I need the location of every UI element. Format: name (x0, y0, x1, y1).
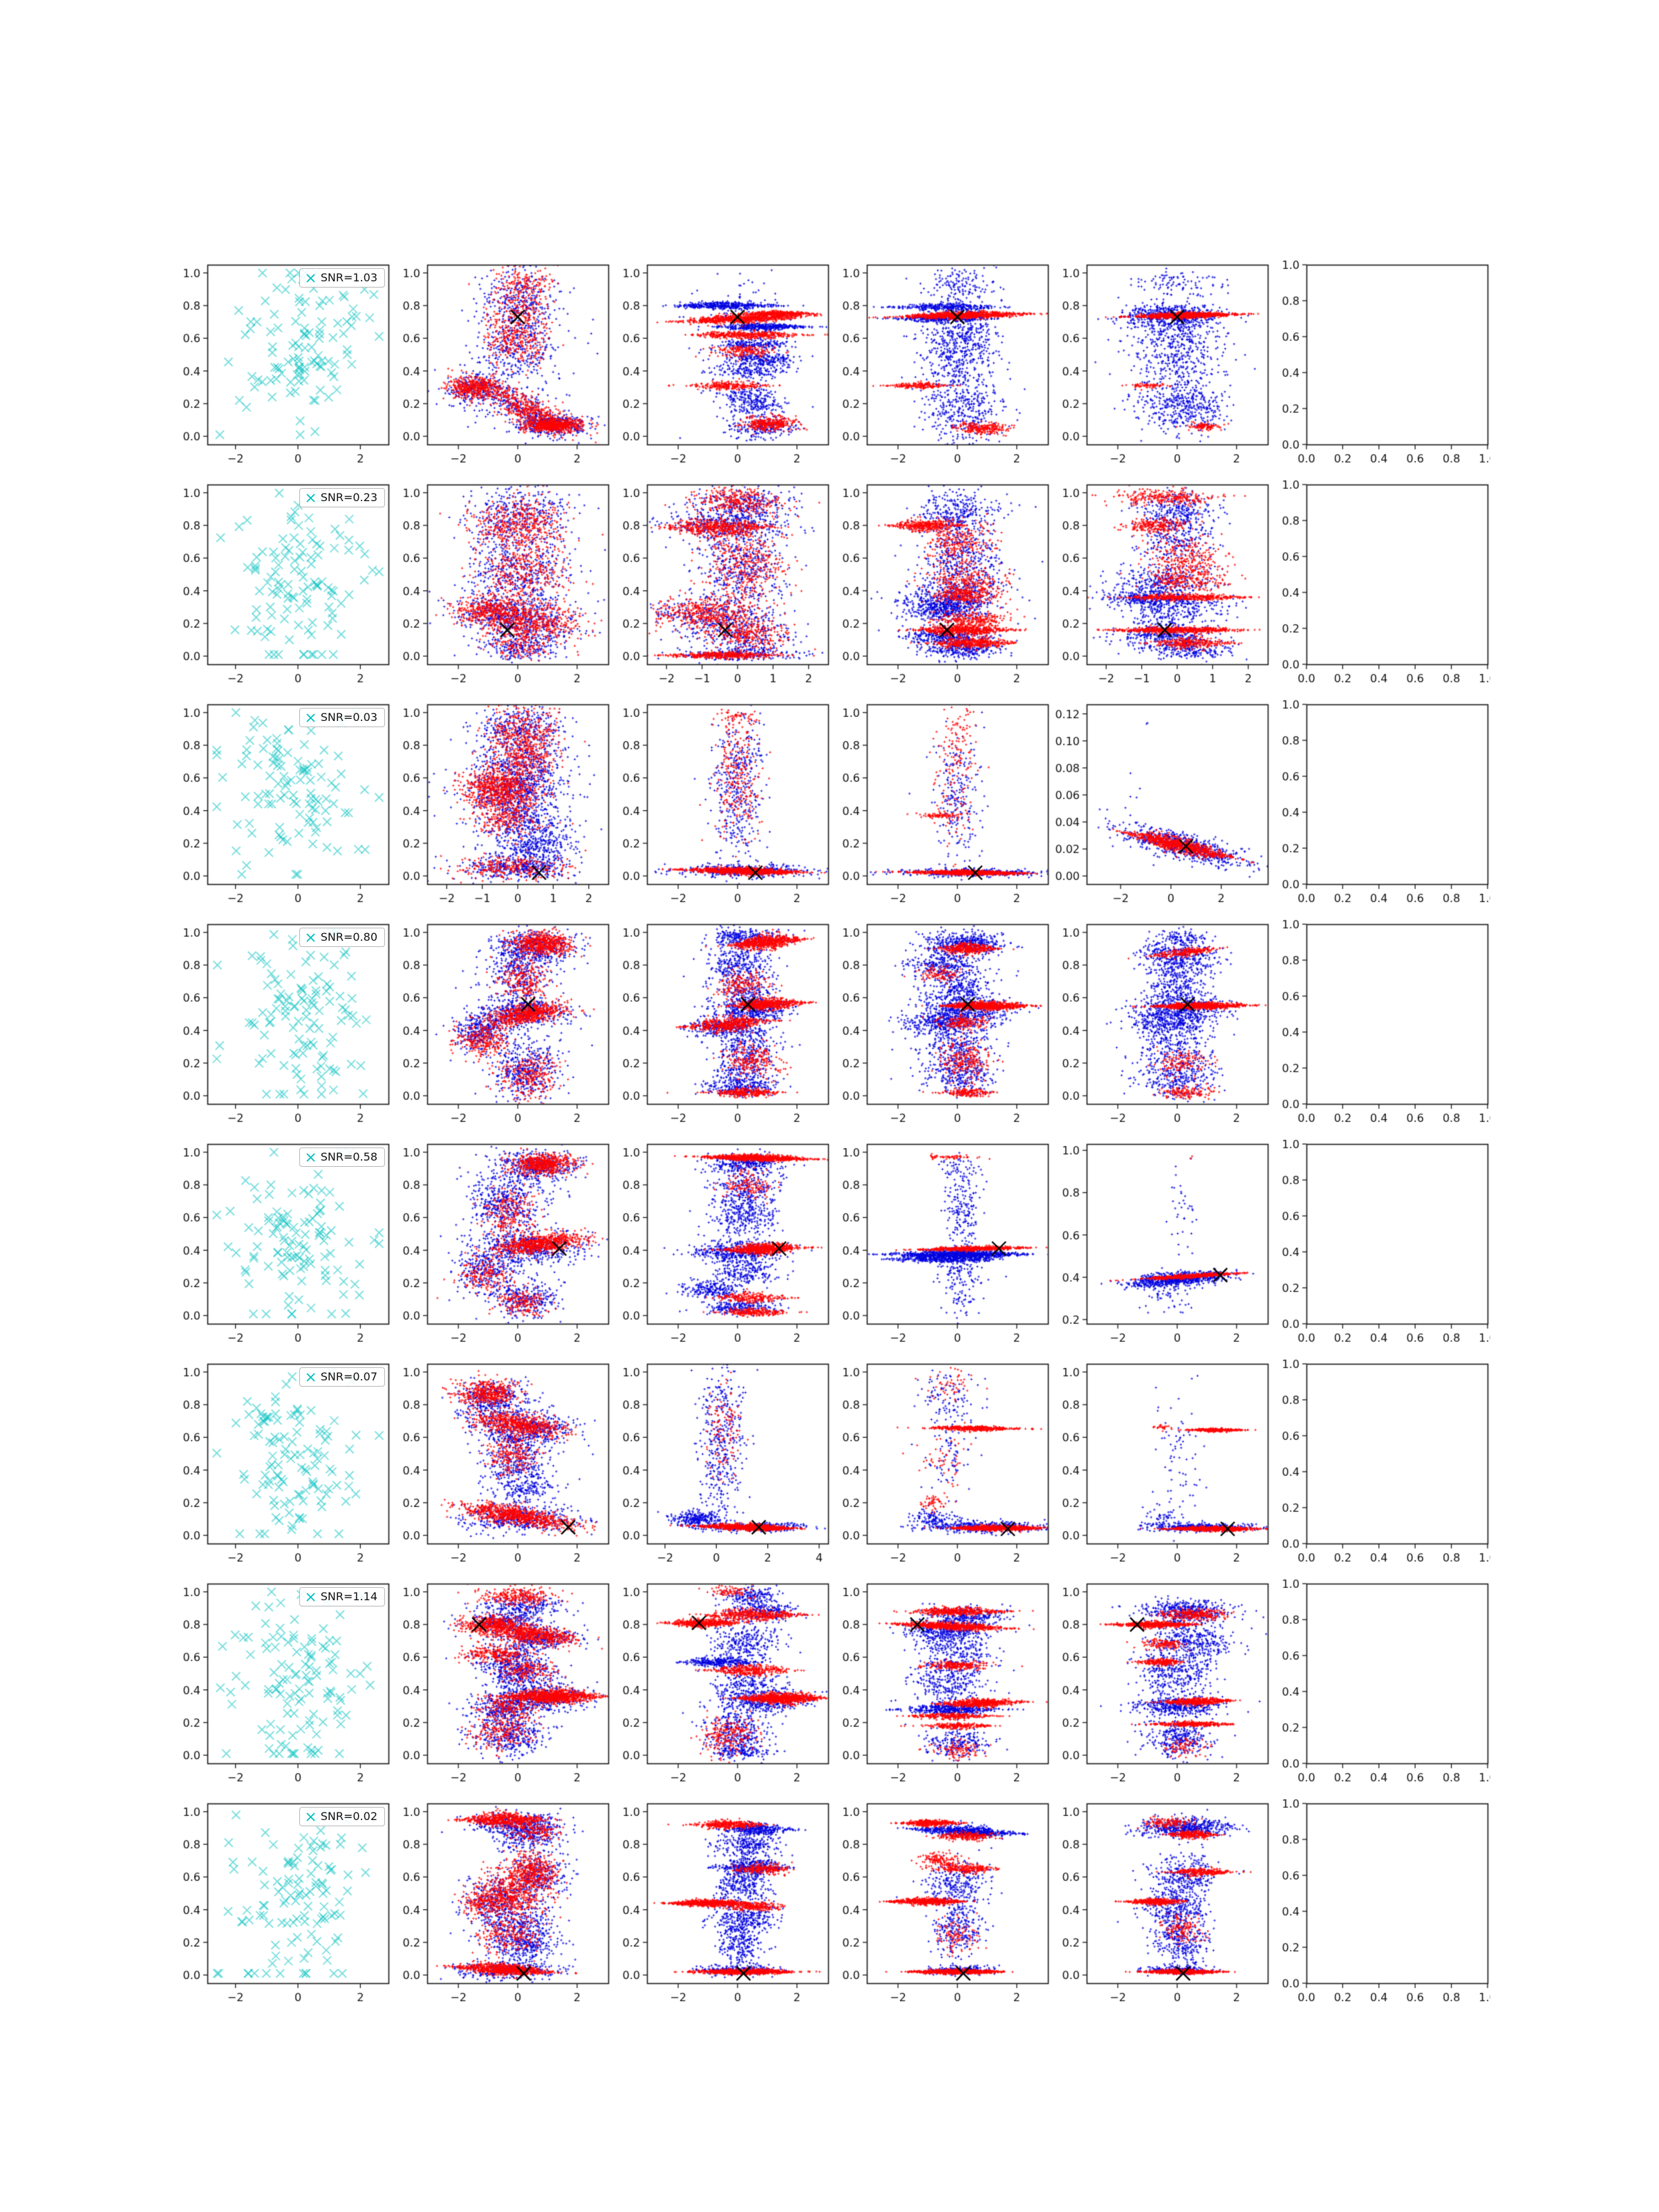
scatter-canvas-r6-c6 (1271, 1357, 1490, 1577)
subplot-r4-c2 (391, 917, 611, 1137)
scatter-canvas-r2-c1 (171, 478, 391, 697)
scatter-canvas-r6-c3 (611, 1357, 831, 1577)
subplot-r4-c5 (1051, 917, 1271, 1137)
subplot-r6-c6 (1271, 1357, 1490, 1577)
subplot-r3-c3 (611, 697, 831, 917)
subplot-r5-c2 (391, 1137, 611, 1357)
scatter-canvas-r1-c5 (1051, 258, 1271, 478)
scatter-canvas-r2-c3 (611, 478, 831, 697)
scatter-canvas-r4-c3 (611, 917, 831, 1137)
subplot-r6-c4 (831, 1357, 1051, 1577)
subplot-r8-c3 (611, 1797, 831, 2016)
subplot-r8-c4 (831, 1797, 1051, 2016)
teal-x-marker-icon (306, 932, 316, 943)
subplot-r4-c6 (1271, 917, 1490, 1137)
scatter-canvas-r2-c5 (1051, 478, 1271, 697)
snr-legend (299, 1367, 385, 1387)
snr-legend (299, 268, 385, 288)
scatter-canvas-r8-c1 (171, 1797, 391, 2016)
snr-legend (299, 488, 385, 507)
subplot-r1-c4 (831, 258, 1051, 478)
subplot-r5-c4 (831, 1137, 1051, 1357)
scatter-canvas-r7-c2 (391, 1577, 611, 1797)
subplot-r2-c4 (831, 478, 1051, 697)
scatter-canvas-r7-c6 (1271, 1577, 1490, 1797)
scatter-canvas-r5-c3 (611, 1137, 831, 1357)
subplot-r1-c1 (171, 258, 391, 478)
teal-x-marker-icon (306, 493, 316, 503)
subplot-r6-c5 (1051, 1357, 1271, 1577)
subplot-r8-c5 (1051, 1797, 1271, 2016)
subplot-r7-c1 (171, 1577, 391, 1797)
scatter-canvas-r5-c1 (171, 1137, 391, 1357)
subplot-r6-c1 (171, 1357, 391, 1577)
scatter-canvas-r1-c2 (391, 258, 611, 478)
teal-x-marker-icon (306, 1592, 316, 1602)
scatter-canvas-r5-c6 (1271, 1137, 1490, 1357)
subplot-r7-c5 (1051, 1577, 1271, 1797)
snr-legend (299, 1587, 385, 1606)
scatter-canvas-r4-c2 (391, 917, 611, 1137)
subplot-r3-c2 (391, 697, 611, 917)
subplot-r2-c1 (171, 478, 391, 697)
scatter-canvas-r6-c4 (831, 1357, 1051, 1577)
subplot-r1-c3 (611, 258, 831, 478)
teal-x-marker-icon (306, 273, 316, 283)
snr-legend (299, 708, 385, 727)
scatter-canvas-r3-c2 (391, 697, 611, 917)
scatter-canvas-r8-c6 (1271, 1797, 1490, 2016)
snr-legend-label: SNR=1.14 (320, 1590, 377, 1603)
teal-x-marker-icon (306, 1812, 316, 1822)
scatter-canvas-r7-c4 (831, 1577, 1051, 1797)
scatter-canvas-r8-c4 (831, 1797, 1051, 2016)
subplot-r3-c6 (1271, 697, 1490, 917)
scatter-canvas-r1-c3 (611, 258, 831, 478)
scatter-canvas-r4-c6 (1271, 917, 1490, 1137)
subplot-r7-c2 (391, 1577, 611, 1797)
subplot-r7-c3 (611, 1577, 831, 1797)
subplot-r4-c1 (171, 917, 391, 1137)
subplot-r5-c1 (171, 1137, 391, 1357)
snr-legend-label: SNR=0.23 (320, 491, 377, 504)
snr-legend-label: SNR=0.58 (320, 1150, 377, 1163)
scatter-canvas-r7-c1 (171, 1577, 391, 1797)
scatter-canvas-r7-c5 (1051, 1577, 1271, 1797)
subplot-r1-c2 (391, 258, 611, 478)
scatter-canvas-r8-c5 (1051, 1797, 1271, 2016)
scatter-canvas-r4-c4 (831, 917, 1051, 1137)
scatter-canvas-r5-c4 (831, 1137, 1051, 1357)
scatter-canvas-r6-c2 (391, 1357, 611, 1577)
scatter-canvas-r3-c3 (611, 697, 831, 917)
subplot-r4-c3 (611, 917, 831, 1137)
scatter-canvas-r2-c4 (831, 478, 1051, 697)
snr-legend (299, 928, 385, 947)
subplot-r6-c2 (391, 1357, 611, 1577)
scatter-canvas-r8-c2 (391, 1797, 611, 2016)
subplot-r6-c3 (611, 1357, 831, 1577)
subplot-r5-c6 (1271, 1137, 1490, 1357)
scatter-canvas-r5-c5 (1051, 1137, 1271, 1357)
subplot-r2-c2 (391, 478, 611, 697)
scatter-canvas-r3-c1 (171, 697, 391, 917)
subplot-r7-c6 (1271, 1577, 1490, 1797)
subplot-r5-c3 (611, 1137, 831, 1357)
subplot-r2-c5 (1051, 478, 1271, 697)
scatter-canvas-r2-c6 (1271, 478, 1490, 697)
snr-legend-label: SNR=0.03 (320, 711, 377, 724)
subplot-r8-c1 (171, 1797, 391, 2016)
snr-legend-label: SNR=0.02 (320, 1810, 377, 1823)
scatter-canvas-r4-c5 (1051, 917, 1271, 1137)
subplot-r3-c4 (831, 697, 1051, 917)
subplot-r1-c6 (1271, 258, 1490, 478)
teal-x-marker-icon (306, 713, 316, 723)
subplot-r5-c5 (1051, 1137, 1271, 1357)
subplot-r3-c1 (171, 697, 391, 917)
scatter-canvas-r1-c6 (1271, 258, 1490, 478)
scatter-canvas-r4-c1 (171, 917, 391, 1137)
snr-legend (299, 1147, 385, 1167)
scatter-canvas-r8-c3 (611, 1797, 831, 2016)
scatter-canvas-r3-c4 (831, 697, 1051, 917)
snr-legend (299, 1807, 385, 1826)
subplot-r3-c5 (1051, 697, 1271, 917)
subplot-r8-c2 (391, 1797, 611, 2016)
scatter-canvas-r5-c2 (391, 1137, 611, 1357)
subplot-r7-c4 (831, 1577, 1051, 1797)
snr-legend-label: SNR=0.80 (320, 930, 377, 944)
snr-legend-label: SNR=1.03 (320, 271, 377, 284)
teal-x-marker-icon (306, 1372, 316, 1382)
scatter-canvas-r1-c4 (831, 258, 1051, 478)
subplot-r8-c6 (1271, 1797, 1490, 2016)
scatter-canvas-r3-c6 (1271, 697, 1490, 917)
scatter-canvas-r7-c3 (611, 1577, 831, 1797)
scatter-canvas-r1-c1 (171, 258, 391, 478)
scatter-canvas-r2-c2 (391, 478, 611, 697)
teal-x-marker-icon (306, 1152, 316, 1163)
snr-legend-label: SNR=0.07 (320, 1370, 377, 1383)
subplot-r4-c4 (831, 917, 1051, 1137)
scatter-canvas-r6-c5 (1051, 1357, 1271, 1577)
subplot-r1-c5 (1051, 258, 1271, 478)
scatter-canvas-r3-c5 (1051, 697, 1271, 917)
subplot-r2-c3 (611, 478, 831, 697)
subplot-r2-c6 (1271, 478, 1490, 697)
scatter-canvas-r6-c1 (171, 1357, 391, 1577)
